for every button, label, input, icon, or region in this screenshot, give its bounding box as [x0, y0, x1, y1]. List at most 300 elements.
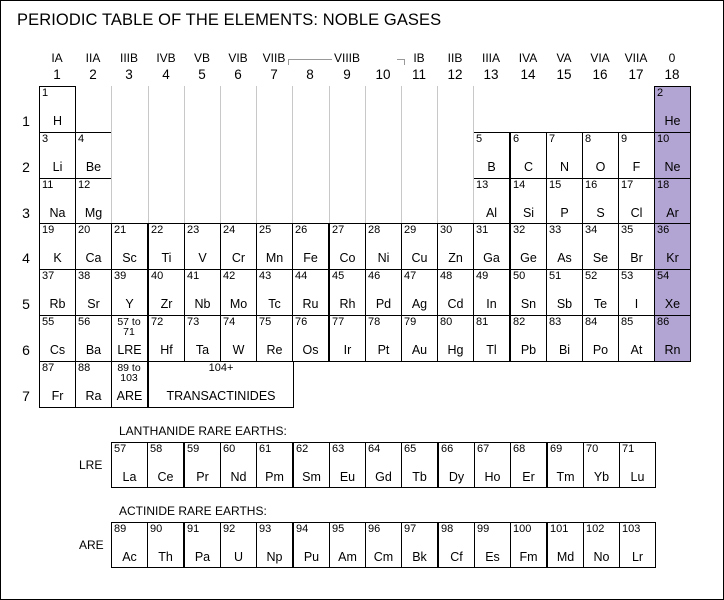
element-symbol: Sr	[87, 297, 100, 311]
group-roman-label: VIA	[590, 51, 610, 65]
transactinides-label: TRANSACTINIDES	[166, 389, 276, 403]
element-cell	[618, 315, 655, 362]
atomic-number: 11	[42, 179, 54, 191]
bracket-line	[288, 59, 332, 60]
element-symbol: Ca	[85, 251, 102, 265]
column-guide-line	[329, 86, 330, 223]
element-cell	[39, 223, 76, 270]
atomic-number: 24	[223, 224, 236, 236]
element-symbol: Cr	[231, 251, 246, 265]
element-cell	[184, 315, 221, 362]
element-symbol: Ho	[484, 470, 501, 484]
element-cell	[329, 315, 366, 362]
period-label: 4	[22, 250, 30, 266]
atomic-number: 101	[550, 523, 569, 535]
atomic-number: 45	[332, 270, 345, 282]
group-number-label: 1	[53, 67, 61, 82]
element-symbol: Cs	[49, 343, 66, 357]
atomic-number: 16	[585, 179, 598, 191]
element-cell	[329, 442, 366, 488]
element-symbol: Ru	[302, 297, 319, 311]
element-symbol: Bk	[412, 550, 427, 564]
element-cell	[546, 315, 583, 362]
period-label: 5	[22, 296, 30, 312]
element-symbol: Ac	[122, 550, 137, 564]
element-symbol: Ga	[483, 251, 500, 265]
group-number-label: 17	[628, 67, 644, 82]
column-guide-line	[220, 86, 221, 223]
element-symbol: Si	[522, 206, 535, 220]
atomic-number: 3	[42, 133, 49, 145]
element-cell	[147, 522, 184, 568]
atomic-number: 29	[404, 224, 417, 236]
group-roman-label: VIIIB	[333, 51, 360, 65]
atomic-number: 78	[368, 316, 381, 328]
group-number-label: 3	[125, 67, 133, 82]
atomic-number: 21	[114, 224, 127, 236]
element-cell	[618, 132, 655, 179]
element-cell	[401, 223, 438, 270]
atomic-number: 43	[259, 270, 272, 282]
element-symbol: Cl	[630, 206, 643, 220]
period-label: 2	[22, 159, 30, 175]
element-cell	[75, 178, 112, 225]
element-cell	[256, 522, 293, 568]
element-cell	[438, 522, 475, 568]
atomic-number: 73	[187, 316, 200, 328]
element-symbol: Be	[85, 160, 102, 174]
element-cell	[438, 442, 475, 488]
element-symbol: Ag	[411, 297, 428, 311]
element-cell	[220, 442, 257, 488]
group-roman-label: VA	[556, 51, 572, 65]
atomic-number: 75	[259, 316, 272, 328]
element-symbol: Ir	[343, 343, 352, 357]
atomic-number: 47	[404, 270, 417, 282]
element-cell	[547, 442, 584, 488]
element-symbol: ARE	[116, 389, 143, 403]
element-symbol: Ar	[666, 206, 679, 220]
element-symbol: Nd	[230, 470, 247, 484]
atomic-number: 53	[621, 270, 634, 282]
element-symbol: Fm	[519, 550, 538, 564]
element-cell	[437, 315, 474, 362]
group-roman-label: IVB	[156, 51, 176, 65]
group-roman-label: IVA	[518, 51, 538, 65]
atomic-number: 92	[223, 523, 236, 535]
element-symbol: Tb	[412, 470, 427, 484]
atomic-number: 17	[621, 179, 634, 191]
element-symbol: Xe	[664, 297, 681, 311]
atomic-number: 51	[549, 270, 562, 282]
atomic-number: 30	[440, 224, 453, 236]
group-number-label: 9	[343, 67, 351, 82]
element-cell	[111, 223, 148, 270]
lanthanide-heading: LANTHANIDE RARE EARTHS:	[119, 424, 287, 438]
actinide-heading: ACTINIDE RARE EARTHS:	[119, 504, 267, 518]
element-cell	[329, 522, 366, 568]
atomic-number: 48	[440, 270, 453, 282]
element-cell	[473, 269, 510, 316]
group-roman-label: IIA	[85, 51, 101, 65]
element-symbol: Sn	[520, 297, 537, 311]
atomic-number: 34	[585, 224, 598, 236]
atomic-number: 83	[549, 316, 562, 328]
element-symbol: Sb	[556, 297, 573, 311]
element-cell	[547, 522, 584, 568]
element-cell	[39, 315, 76, 362]
atomic-number: 90	[150, 523, 163, 535]
element-cell	[220, 269, 257, 316]
column-guide-line	[365, 86, 366, 223]
column-guide-line	[111, 86, 112, 223]
group-number-label: 14	[520, 67, 536, 82]
element-symbol: S	[596, 206, 605, 220]
period-label: 6	[22, 342, 30, 358]
element-symbol: Yb	[593, 470, 610, 484]
element-cell	[654, 223, 691, 270]
atomic-number: 55	[42, 316, 55, 328]
atomic-number: 72	[151, 316, 164, 328]
atomic-number: 58	[150, 443, 163, 455]
element-symbol: Mg	[84, 206, 103, 220]
element-cell	[474, 442, 511, 488]
lanthanide-row-label: LRE	[79, 458, 103, 472]
atomic-number: 1	[42, 87, 49, 99]
column-guide-line	[437, 86, 438, 223]
atomic-number: 69	[550, 443, 563, 455]
element-cell	[654, 86, 691, 133]
element-symbol: Cu	[411, 251, 428, 265]
atomic-number: 35	[621, 224, 634, 236]
bracket-tick	[288, 59, 289, 65]
element-symbol: Na	[49, 206, 66, 220]
element-symbol: No	[593, 550, 610, 564]
element-symbol: Rn	[664, 343, 681, 357]
element-symbol: Tl	[486, 343, 497, 357]
element-cell	[618, 178, 655, 225]
group-number-label: 12	[447, 67, 463, 82]
atomic-number: 99	[477, 523, 490, 535]
atomic-number: 88	[78, 362, 91, 374]
element-cell	[473, 178, 510, 225]
atomic-number: 65	[404, 443, 417, 455]
group-roman-label: IIIB	[119, 51, 138, 65]
element-symbol: Dy	[448, 470, 465, 484]
atomic-number: 57 to 71	[117, 316, 141, 338]
atomic-number: 81	[476, 316, 489, 328]
element-cell	[654, 315, 691, 362]
element-symbol: Os	[302, 343, 319, 357]
atomic-number: 86	[657, 316, 670, 328]
element-symbol: At	[630, 343, 643, 357]
element-symbol: Al	[485, 206, 498, 220]
element-symbol: P	[560, 206, 569, 220]
atomic-number: 36	[657, 224, 670, 236]
atomic-number: 59	[187, 443, 200, 455]
element-symbol: Pm	[265, 470, 284, 484]
element-cell	[582, 223, 619, 270]
element-cell	[39, 178, 76, 225]
element-cell	[473, 132, 510, 179]
actinide-row-label: ARE	[79, 538, 104, 552]
bracket-tick	[404, 59, 405, 65]
element-symbol: Po	[592, 343, 609, 357]
element-cell	[39, 132, 76, 179]
atomic-number: 20	[78, 224, 91, 236]
element-cell	[147, 442, 184, 488]
atomic-number: 28	[368, 224, 381, 236]
atomic-number: 32	[513, 224, 526, 236]
element-cell	[292, 223, 329, 270]
atomic-number: 63	[332, 443, 345, 455]
element-symbol: Np	[266, 550, 283, 564]
group-roman-label: IIIA	[481, 51, 500, 65]
atomic-number: 97	[404, 523, 417, 535]
atomic-number: 91	[187, 523, 200, 535]
atomic-number: 10	[657, 133, 670, 145]
element-symbol: Mn	[265, 251, 284, 265]
transactinides-cell	[148, 361, 294, 408]
atomic-number: 66	[441, 443, 454, 455]
element-cell	[256, 442, 293, 488]
element-cell	[365, 269, 402, 316]
element-cell	[39, 361, 76, 408]
atomic-number: 31	[476, 224, 489, 236]
atomic-number: 77	[332, 316, 345, 328]
element-cell	[654, 269, 691, 316]
group-roman-label: IIB	[447, 51, 463, 65]
element-cell	[546, 269, 583, 316]
element-symbol: Li	[52, 160, 63, 174]
atomic-number: 80	[440, 316, 453, 328]
element-cell	[329, 223, 366, 270]
period-label: 1	[22, 113, 30, 129]
element-cell	[401, 269, 438, 316]
element-cell	[583, 522, 620, 568]
element-symbol: Lr	[631, 550, 644, 564]
element-symbol: Zn	[448, 251, 463, 265]
element-cell	[293, 522, 330, 568]
element-symbol: Sm	[302, 470, 321, 484]
column-guide-line	[292, 86, 293, 223]
element-symbol: Sc	[122, 251, 137, 265]
element-cell	[582, 178, 619, 225]
element-cell	[184, 223, 221, 270]
atomic-number: 89 to 103	[117, 362, 141, 384]
element-symbol: Ba	[85, 343, 102, 357]
element-symbol: W	[232, 343, 245, 357]
element-cell	[365, 223, 402, 270]
atomic-number: 61	[259, 443, 272, 455]
atomic-number: 79	[404, 316, 417, 328]
element-symbol: Es	[485, 550, 500, 564]
element-cell	[510, 223, 547, 270]
atomic-number: 37	[42, 270, 55, 282]
element-symbol: Cm	[373, 550, 394, 564]
element-symbol: LRE	[117, 343, 142, 357]
atomic-number: 12	[78, 179, 91, 191]
column-guide-line	[473, 86, 474, 223]
atomic-number: 13	[476, 179, 489, 191]
element-symbol: Fe	[303, 251, 318, 265]
element-cell	[546, 223, 583, 270]
atomic-number: 26	[295, 224, 308, 236]
atomic-number: 25	[259, 224, 272, 236]
element-symbol: Gd	[375, 470, 392, 484]
element-cell	[474, 522, 511, 568]
element-symbol: Ti	[161, 251, 172, 265]
element-symbol: Fr	[51, 389, 64, 403]
element-cell	[365, 315, 402, 362]
element-symbol: H	[52, 114, 63, 128]
atomic-number: 98	[441, 523, 454, 535]
element-cell	[184, 442, 221, 488]
group-number-label: 15	[556, 67, 572, 82]
element-symbol: N	[559, 160, 570, 174]
atomic-number: 62	[296, 443, 309, 455]
element-symbol: In	[486, 297, 497, 311]
atomic-number: 82	[513, 316, 526, 328]
element-cell	[583, 442, 620, 488]
atomic-number: 15	[549, 179, 562, 191]
column-guide-line	[401, 86, 402, 223]
element-cell	[75, 361, 112, 408]
element-symbol: Md	[556, 550, 575, 564]
element-cell	[437, 269, 474, 316]
element-symbol: B	[487, 160, 496, 174]
element-symbol: Ce	[157, 470, 174, 484]
element-cell	[292, 269, 329, 316]
group-roman-label: IA	[51, 51, 63, 65]
element-symbol: Hg	[447, 343, 464, 357]
element-cell	[184, 522, 221, 568]
element-cell	[618, 269, 655, 316]
atomic-number: 49	[476, 270, 489, 282]
element-symbol: I	[634, 297, 639, 311]
atomic-number: 76	[295, 316, 308, 328]
element-cell	[111, 269, 148, 316]
element-cell	[401, 522, 438, 568]
element-symbol: Pb	[520, 343, 537, 357]
atomic-number: 68	[513, 443, 526, 455]
element-symbol: Pr	[196, 470, 209, 484]
element-symbol: Ta	[195, 343, 210, 357]
atomic-number: 33	[549, 224, 562, 236]
element-cell	[618, 223, 655, 270]
group-number-label: 5	[198, 67, 206, 82]
group-number-label: 16	[592, 67, 608, 82]
atomic-number: 44	[295, 270, 308, 282]
atomic-number: 14	[513, 179, 526, 191]
element-symbol: Rb	[49, 297, 66, 311]
atomic-number: 89	[114, 523, 127, 535]
atomic-number: 46	[368, 270, 381, 282]
element-cell	[582, 132, 619, 179]
atomic-number: 103	[622, 523, 641, 535]
group-number-label: 2	[89, 67, 97, 82]
atomic-number: 9	[621, 133, 628, 145]
element-symbol: Ni	[377, 251, 390, 265]
atomic-number: 23	[187, 224, 200, 236]
atomic-number: 54	[657, 270, 670, 282]
element-symbol: C	[523, 160, 534, 174]
element-symbol: Se	[592, 251, 609, 265]
element-cell	[39, 86, 76, 133]
element-symbol: U	[233, 550, 244, 564]
atomic-number: 95	[332, 523, 345, 535]
atomic-number: 60	[223, 443, 236, 455]
element-symbol: Am	[338, 550, 357, 564]
atomic-number: 6	[513, 133, 520, 145]
atomic-number: 41	[187, 270, 200, 282]
element-cell	[293, 442, 330, 488]
element-cell	[401, 315, 438, 362]
element-symbol: Pa	[194, 550, 211, 564]
atomic-number: 8	[585, 133, 592, 145]
atomic-number: 96	[368, 523, 381, 535]
column-guide-line	[184, 86, 185, 223]
element-symbol: He	[664, 114, 681, 128]
element-cell	[111, 442, 148, 488]
element-symbol: Tc	[268, 297, 281, 311]
atomic-number: 42	[223, 270, 236, 282]
element-symbol: F	[632, 160, 641, 174]
element-symbol: Hf	[160, 343, 173, 357]
element-cell	[582, 315, 619, 362]
element-symbol: V	[198, 251, 207, 265]
element-cell	[619, 442, 656, 488]
element-symbol: Te	[593, 297, 608, 311]
group-number-label: 10	[375, 67, 391, 82]
atomic-number: 64	[368, 443, 381, 455]
element-cell	[148, 269, 185, 316]
element-cell	[510, 269, 547, 316]
atomic-number: 70	[586, 443, 599, 455]
atomic-number: 100	[513, 523, 532, 535]
element-symbol: Mo	[229, 297, 248, 311]
element-cell	[111, 522, 148, 568]
atomic-number: 85	[621, 316, 634, 328]
element-cell	[256, 315, 293, 362]
element-cell	[365, 522, 402, 568]
group-roman-label: VIB	[228, 51, 248, 65]
element-cell	[292, 315, 329, 362]
element-cell	[220, 223, 257, 270]
group-number-label: 18	[664, 67, 680, 82]
element-cell	[437, 223, 474, 270]
element-cell	[220, 522, 257, 568]
group-number-label: 6	[234, 67, 242, 82]
element-symbol: As	[557, 251, 572, 265]
atomic-number: 27	[332, 224, 345, 236]
element-symbol: Nb	[194, 297, 211, 311]
atomic-number: 94	[296, 523, 309, 535]
atomic-number: 38	[78, 270, 91, 282]
element-symbol: Eu	[339, 470, 356, 484]
element-cell	[546, 132, 583, 179]
period-label: 3	[22, 205, 30, 221]
element-symbol: Ge	[520, 251, 537, 265]
group-roman-label: VB	[193, 51, 210, 65]
element-symbol: Bi	[558, 343, 571, 357]
element-cell	[510, 442, 547, 488]
element-symbol: Co	[339, 251, 356, 265]
atomic-number: 84	[585, 316, 598, 328]
group-number-label: 7	[270, 67, 278, 82]
element-cell	[148, 315, 185, 362]
element-cell	[220, 315, 257, 362]
